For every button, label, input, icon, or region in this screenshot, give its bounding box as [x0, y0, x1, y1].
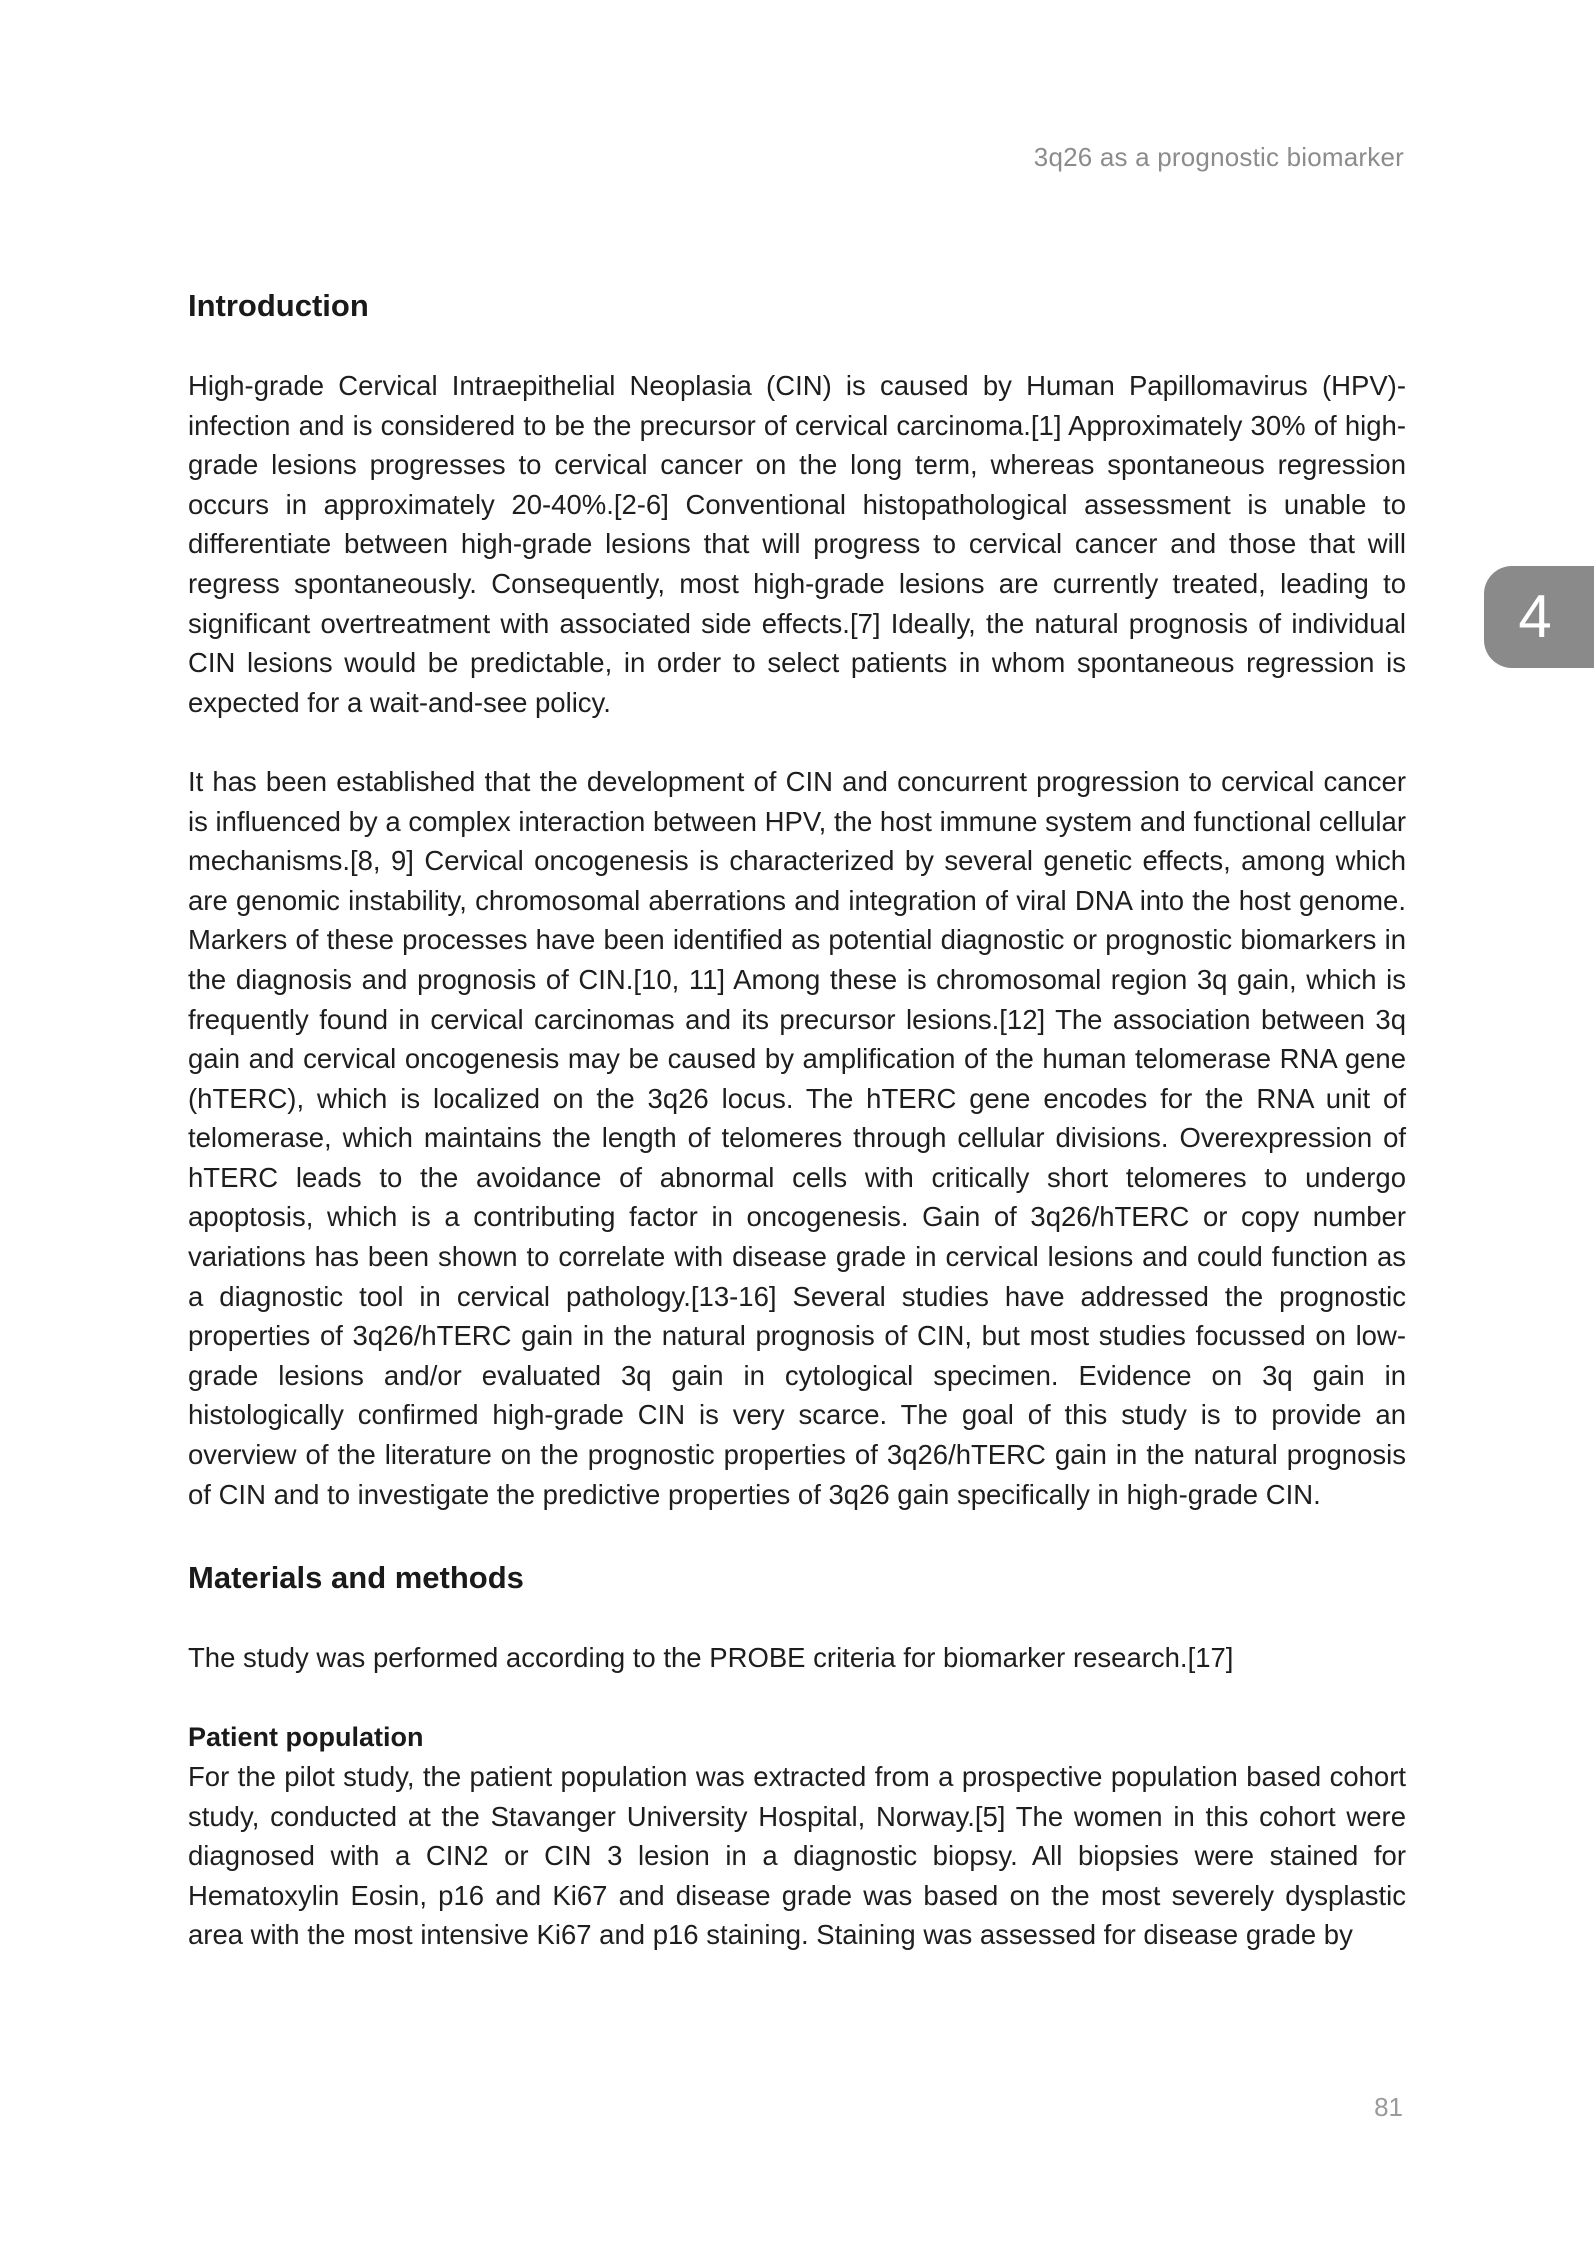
- article-body: [188, 282, 1406, 1955]
- chapter-tab: 4: [1484, 566, 1594, 668]
- patient-population-heading: Patient population: [188, 1722, 424, 1752]
- patient-population-paragraph: For the pilot study, the patient population was extracted from a prospective population based cohort study, conducted at the Stavanger University Hospital, Norway.[5] The women in this cohort were diagnosed with a CIN2 or CIN 3 lesion in a diagnostic biopsy. All biopsies were stained for Hematoxylin Eosin, p16 and Ki67 and disease grade was based on the most severely dysplastic area with the most intensive Ki67 and p16 staining. Staining was assessed for disease grade by: [188, 1761, 1406, 1951]
- methods-heading: Materials and methods: [188, 1559, 524, 1595]
- methods-intro-paragraph: The study was performed according to the PROBE criteria for biomarker research.[17]: [188, 1641, 1234, 1673]
- introduction-paragraph-2: It has been established that the development of CIN and concurrent progression to cervical cancer is influenced by a complex interaction between HPV, the host immune system and functional cellular mechanisms.[8, 9] Cervical oncogenesis is characterized by several genetic effects, among which are genomic instability, chromosomal aberrations and integration of viral DNA into the host genome. Markers of these processes have been identified as potential diagnostic or prognostic biomarkers in the diagnosis and prognosis of CIN.[10, 11] Among these is chromosomal region 3q gain, which is frequently found in cervical carcinomas and its precursor lesions.[12] The association between 3q gain and cervical oncogenesis may be caused by amplification of the human telomerase RNA gene (hTERC), which is localized on the 3q26 locus. The hTERC gene encodes for the RNA unit of telomerase, which maintains the length of telomeres through cellular divisions. Overexpression of hTERC leads to the avoidance of abnormal cells with critically short telomeres to undergo apoptosis, which is a contributing factor in oncogenesis. Gain of 3q26/hTERC or copy number variations has been shown to correlate with disease grade in cervical lesions and could function as a diagnostic tool in cervical pathology.[13-16] Several studies have addressed the prognostic properties of 3q26/hTERC gain in the natural prognosis of CIN, but most studies focussed on low-grade lesions and/or evaluated 3q gain in cytological specimen. Evidence on 3q gain in histologically confirmed high-grade CIN is very scarce. The goal of this study is to provide an overview of the literature on the prognostic properties of 3q26/hTERC gain in the natural prognosis of CIN and to investigate the predictive properties of 3q26 gain specifically in high-grade CIN.: [188, 765, 1406, 1510]
- introduction-heading: Introduction: [188, 288, 369, 323]
- introduction-paragraph-1: High-grade Cervical Intraepithelial Neoplasia (CIN) is caused by Human Papillomavirus (HPV)-infection and is considered to be the precursor of cervical carcinoma.[1] Approximately 30% of high-grade lesions progresses to cervical cancer on the long term, whereas spontaneous regression occurs in approximately 20-40%.[2-6] Conventional histopathological assessment is unable to differentiate between high-grade lesions that will progress to cervical cancer and those that will regress spontaneously. Consequently, most high-grade lesions are currently treated, leading to significant overtreatment with associated side effects.[7] Ideally, the natural prognosis of individual CIN lesions would be predictable, in order to select patients in whom spontaneous regression is expected for a wait-and-see policy.: [188, 370, 1406, 718]
- page-number: 81: [1374, 2092, 1403, 2122]
- running-header-title: 3q26 as a prognostic biomarker: [1033, 142, 1404, 172]
